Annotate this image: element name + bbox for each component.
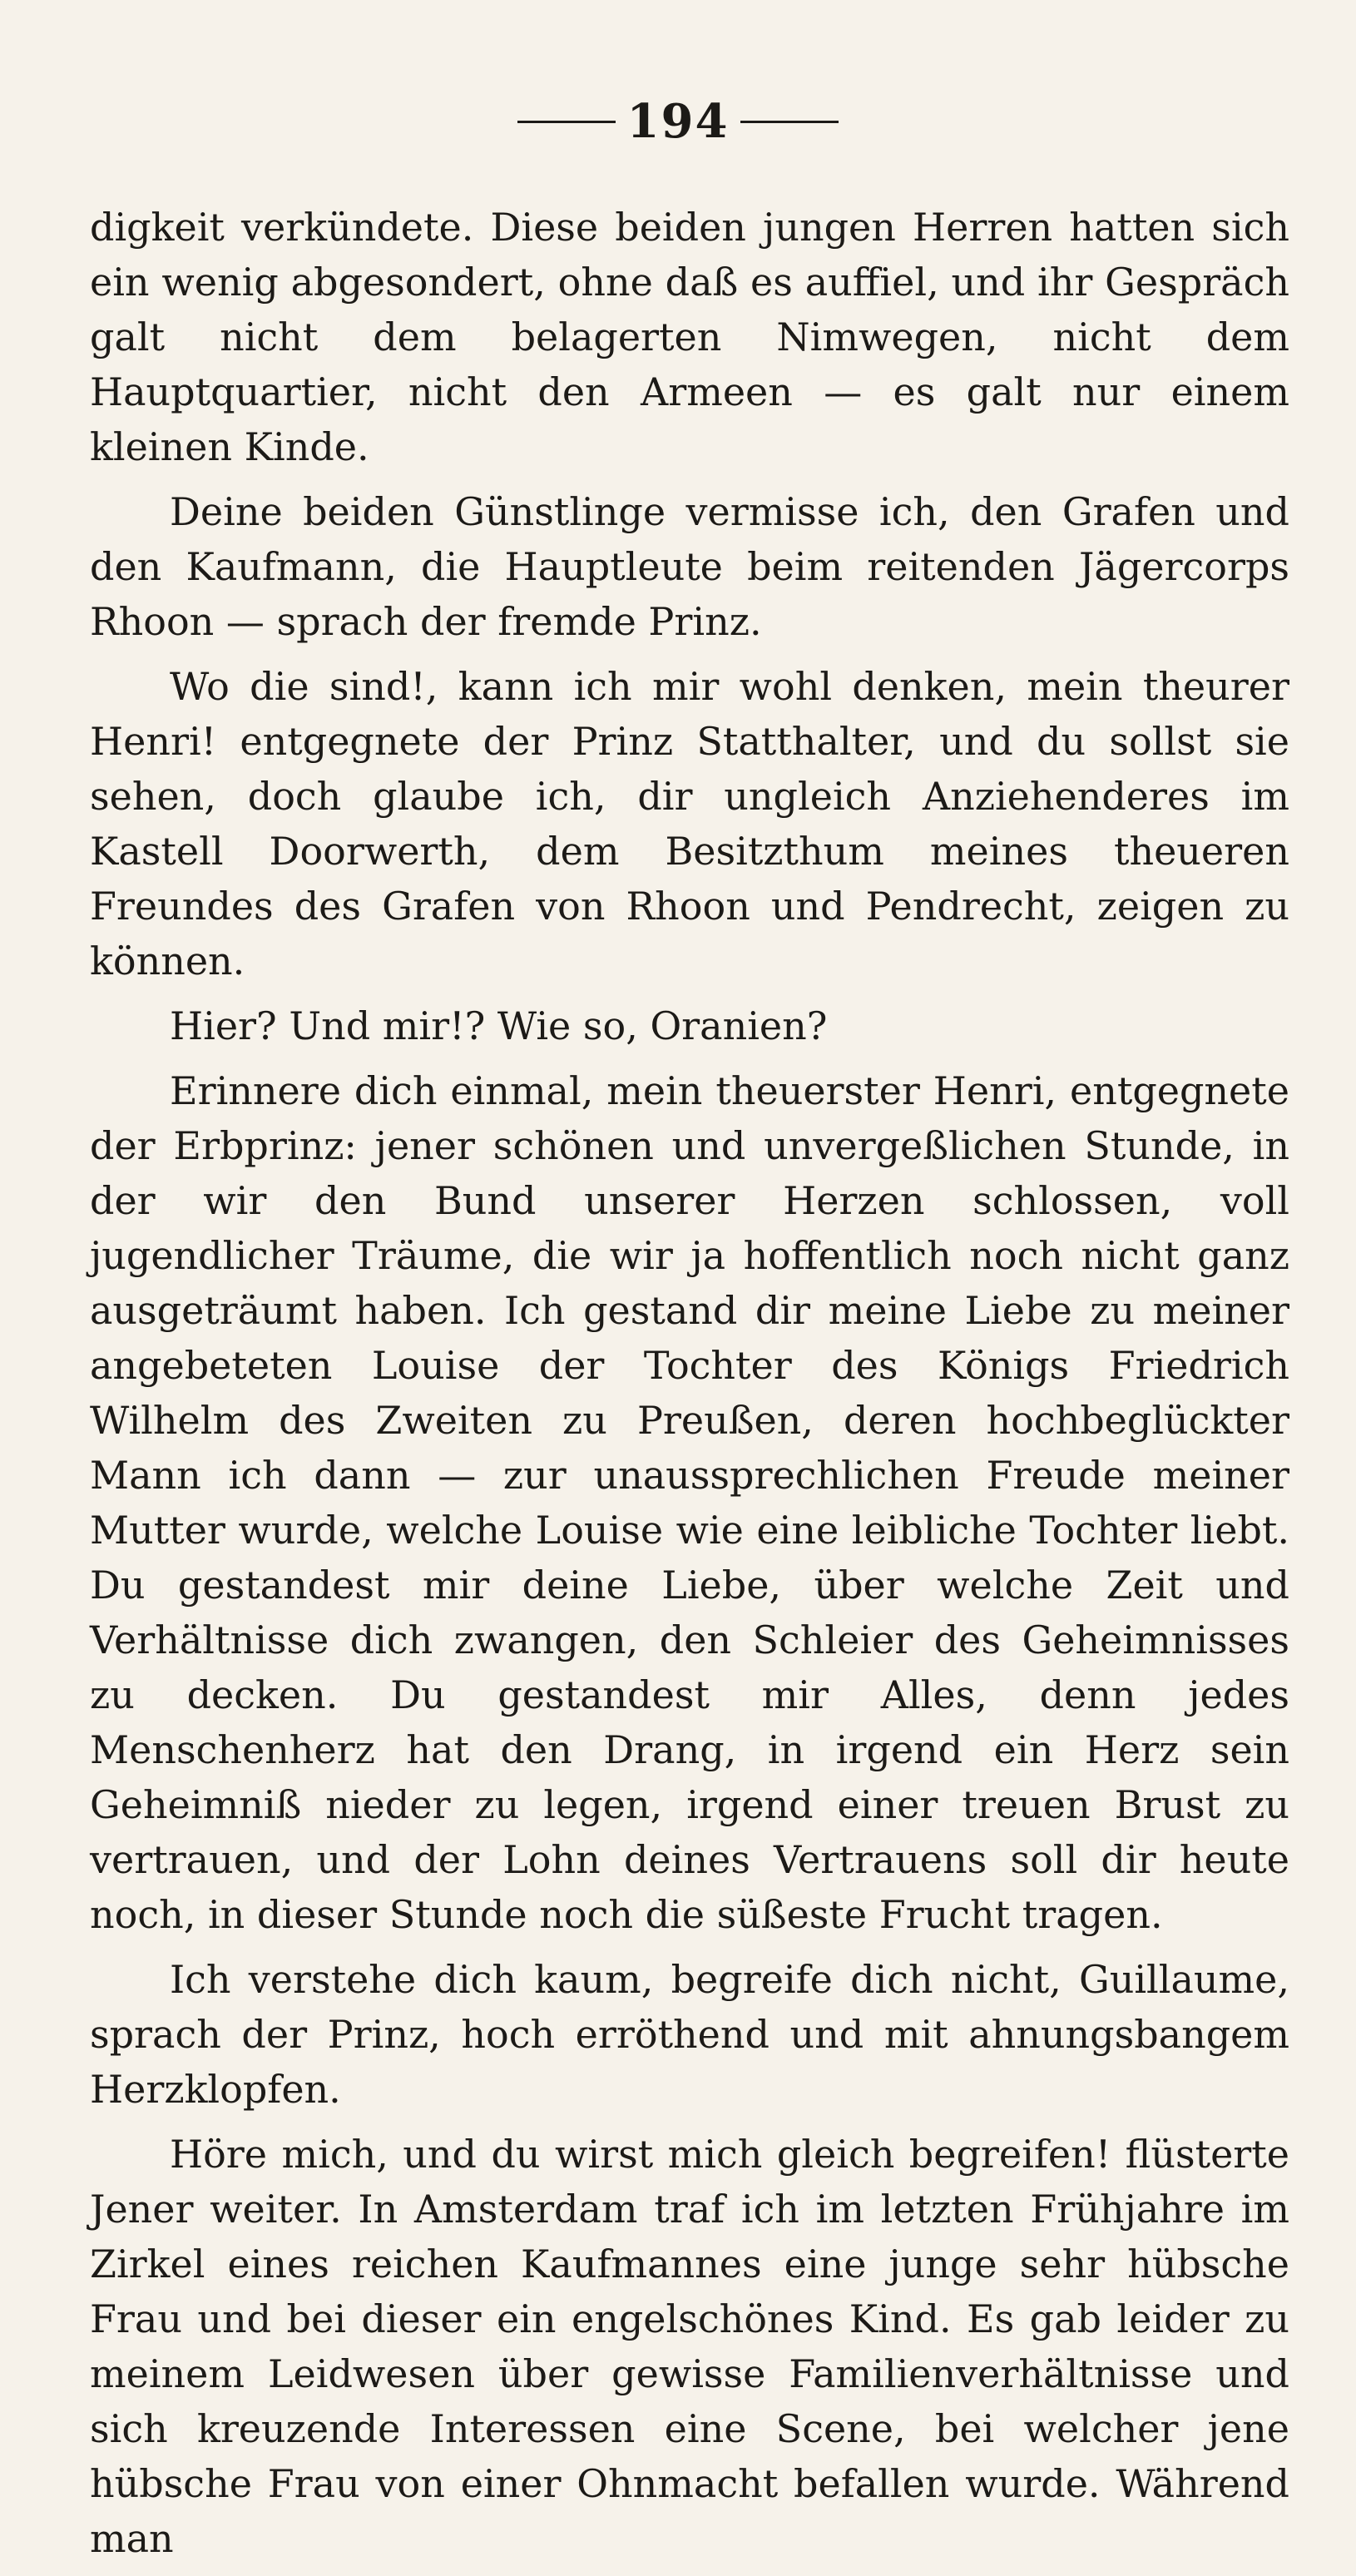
paragraph: Deine beiden Günstlinge vermisse ich, den Grafen und den Kaufmann, die Hauptleute beim reitenden Jägercorps Rhoon — sprach der fremde Prinz.: [90, 489, 1289, 644]
body-text: [90, 200, 1289, 2576]
paragraph: Erinnere dich einmal, mein theuerster Henri, entgegnete der Erbprinz: jener schönen und unvergeßlichen Stunde, in der wir den Bund unserer Herzen schlossen, voll jugendlicher Träume, die wir ja hoffentlich noch nicht ganz ausgeträumt haben. Ich gestand dir meine Liebe zu meiner angebeteten Louise der Tochter des Königs Friedrich Wilhelm des Zweiten zu Preußen, deren hochbeglückter Mann ich dann — zur unaussprechlichen Freude meiner Mutter wurde, welche Louise wie eine leibliche Tochter liebt. Du gestandest mir deine Liebe, über welche Zeit und Verhältnisse dich zwangen, den Schleier des Geheimnisses zu decken. Du gestandest mir Alles, denn jedes Menschenherz hat den Drang, in irgend ein Herz sein Geheimniß nieder zu legen, irgend einer treuen Brust zu vertrauen, und der Lohn deines Vertrauens soll dir heute noch, in dieser Stunde noch die süßeste Frucht tragen.: [90, 1068, 1289, 1937]
paragraph: digkeit verkündete. Diese beiden jungen Herren hatten sich ein wenig abgesondert, ohne daß es auffiel, und ihr Gespräch galt nicht dem belagerten Nimwegen, nicht dem Hauptquartier, nicht den Armeen — es galt nur einem kleinen Kinde.: [90, 205, 1289, 469]
paragraph: Wo die sind!, kann ich mir wohl denken, mein theurer Henri! entgegnete der Prinz Statthalter, und du sollst sie sehen, doch glaube ich, dir ungleich Anziehenderes im Kastell Doorwerth, dem Besitzthum meines theueren Freundes des Grafen von Rhoon und Pendrecht, zeigen zu können.: [90, 664, 1289, 983]
paragraph: Hier? Und mir!? Wie so, Oranien?: [170, 1003, 828, 1048]
paragraph: Ich verstehe dich kaum, begreife dich nicht, Guillaume, sprach der Prinz, hoch erröthend und mit ahnungsbangem Herzklopfen.: [90, 1957, 1289, 2112]
paragraph: Höre mich, und du wirst mich gleich begreifen! flüsterte Jener weiter. In Amsterdam traf ich im letzten Frühjahre im Zirkel eines reichen Kaufmannes eine junge sehr hübsche Frau und bei dieser ein engelschönes Kind. Es gab leider zu meinem Leidwesen über gewisse Familienverhältnisse und sich kreuzende Interessen eine Scene, bei welcher jene hübsche Frau von einer Ohnmacht befallen wurde. Während man: [90, 2132, 1289, 2561]
header-dash-left: [517, 121, 616, 123]
page-number: 194: [626, 94, 730, 149]
page-header: [0, 94, 1356, 149]
header-dash-right: [740, 121, 839, 123]
